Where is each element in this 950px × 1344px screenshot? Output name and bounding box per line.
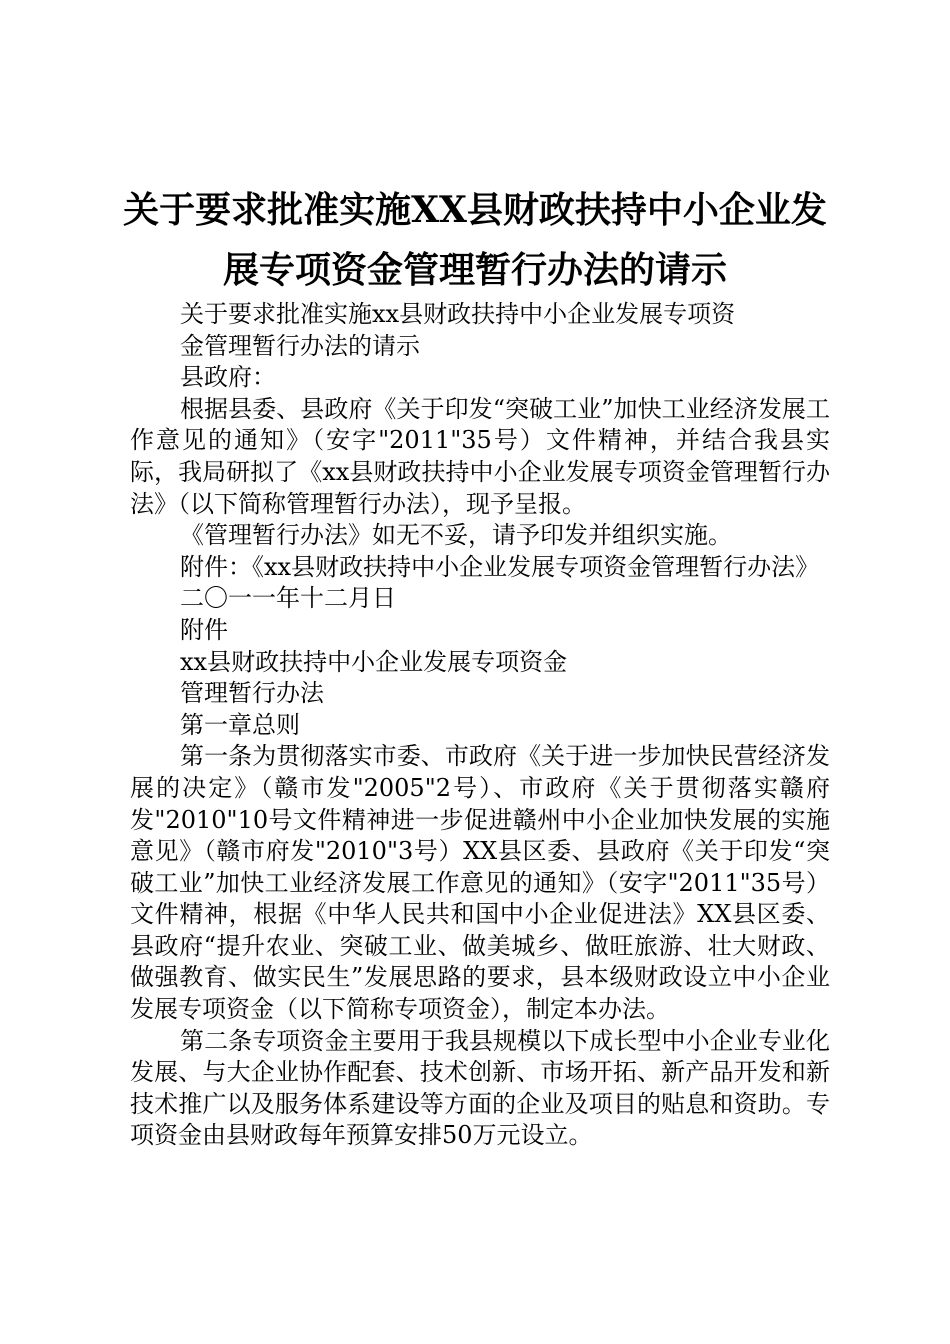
attachment-title-line-2: 管理暂行办法 xyxy=(180,679,324,708)
document-title-line-2: 展专项资金管理暂行办法的请示 xyxy=(222,249,727,291)
article-1: 第一条为贯彻落实市委、市政府《关于进一步加快民营经济发展的决定》（赣市发"2005"2号）、市政府《关于贯彻落实赣府发"2010"10号文件精神进一步促进赣州中小企业加快发展的实施意见》（赣市府发"2010"3号）XX县区委、县政府《关于印发“突破工业”加快工业经济发展工作意见的通知》（安字"2011"35号）文件精神，根据《中华人民共和国中小企业促进法》XX县区委、县政府“提升农业、突破工业、做美城乡、做旺旅游、壮大财政、做强教育、做实民生”发展思路的要求，县本级财政设立中小企业发展专项资金（以下简称专项资金），制定本办法。 xyxy=(130,742,830,1024)
chapter-heading: 第一章总则 xyxy=(180,710,300,739)
paragraph-intro: 根据县委、县政府《关于印发“突破工业”加快工业经济发展工作意见的通知》（安字"2011"35号）文件精神，并结合我县实际，我局研拟了《xx县财政扶持中小企业发展专项资金管理暂行办法》（以下简称管理暂行办法），现予呈报。 xyxy=(130,394,830,518)
attachment-label: 附件 xyxy=(180,615,228,644)
date-line: 二〇一一年十二月日 xyxy=(180,584,396,613)
paragraph-attachment-note: 附件：《xx县财政扶持中小企业发展专项资金管理暂行办法》 xyxy=(180,552,820,581)
attachment-title-line-1: xx县财政扶持中小企业发展专项资金 xyxy=(180,647,568,676)
paragraph-request: 《管理暂行办法》如无不妥，请予印发并组织实施。 xyxy=(180,521,732,550)
subtitle-line-1: 关于要求批准实施xx县财政扶持中小企业发展专项资 xyxy=(180,300,736,328)
subtitle-line-2: 金管理暂行办法的请示 xyxy=(180,331,420,360)
salutation: 县政府： xyxy=(180,363,276,392)
document-body xyxy=(130,299,830,1152)
article-2: 第二条专项资金主要用于我县规模以下成长型中小企业专业化发展、与大企业协作配套、技术创新、市场开拓、新产品开发和新技术推广以及服务体系建设等方面的企业及项目的贴息和资助。专项资金由县财政每年预算安排50万元设立。 xyxy=(130,1026,830,1150)
document-title-line-1: 关于要求批准实施XX县财政扶持中小企业发 xyxy=(123,189,827,231)
